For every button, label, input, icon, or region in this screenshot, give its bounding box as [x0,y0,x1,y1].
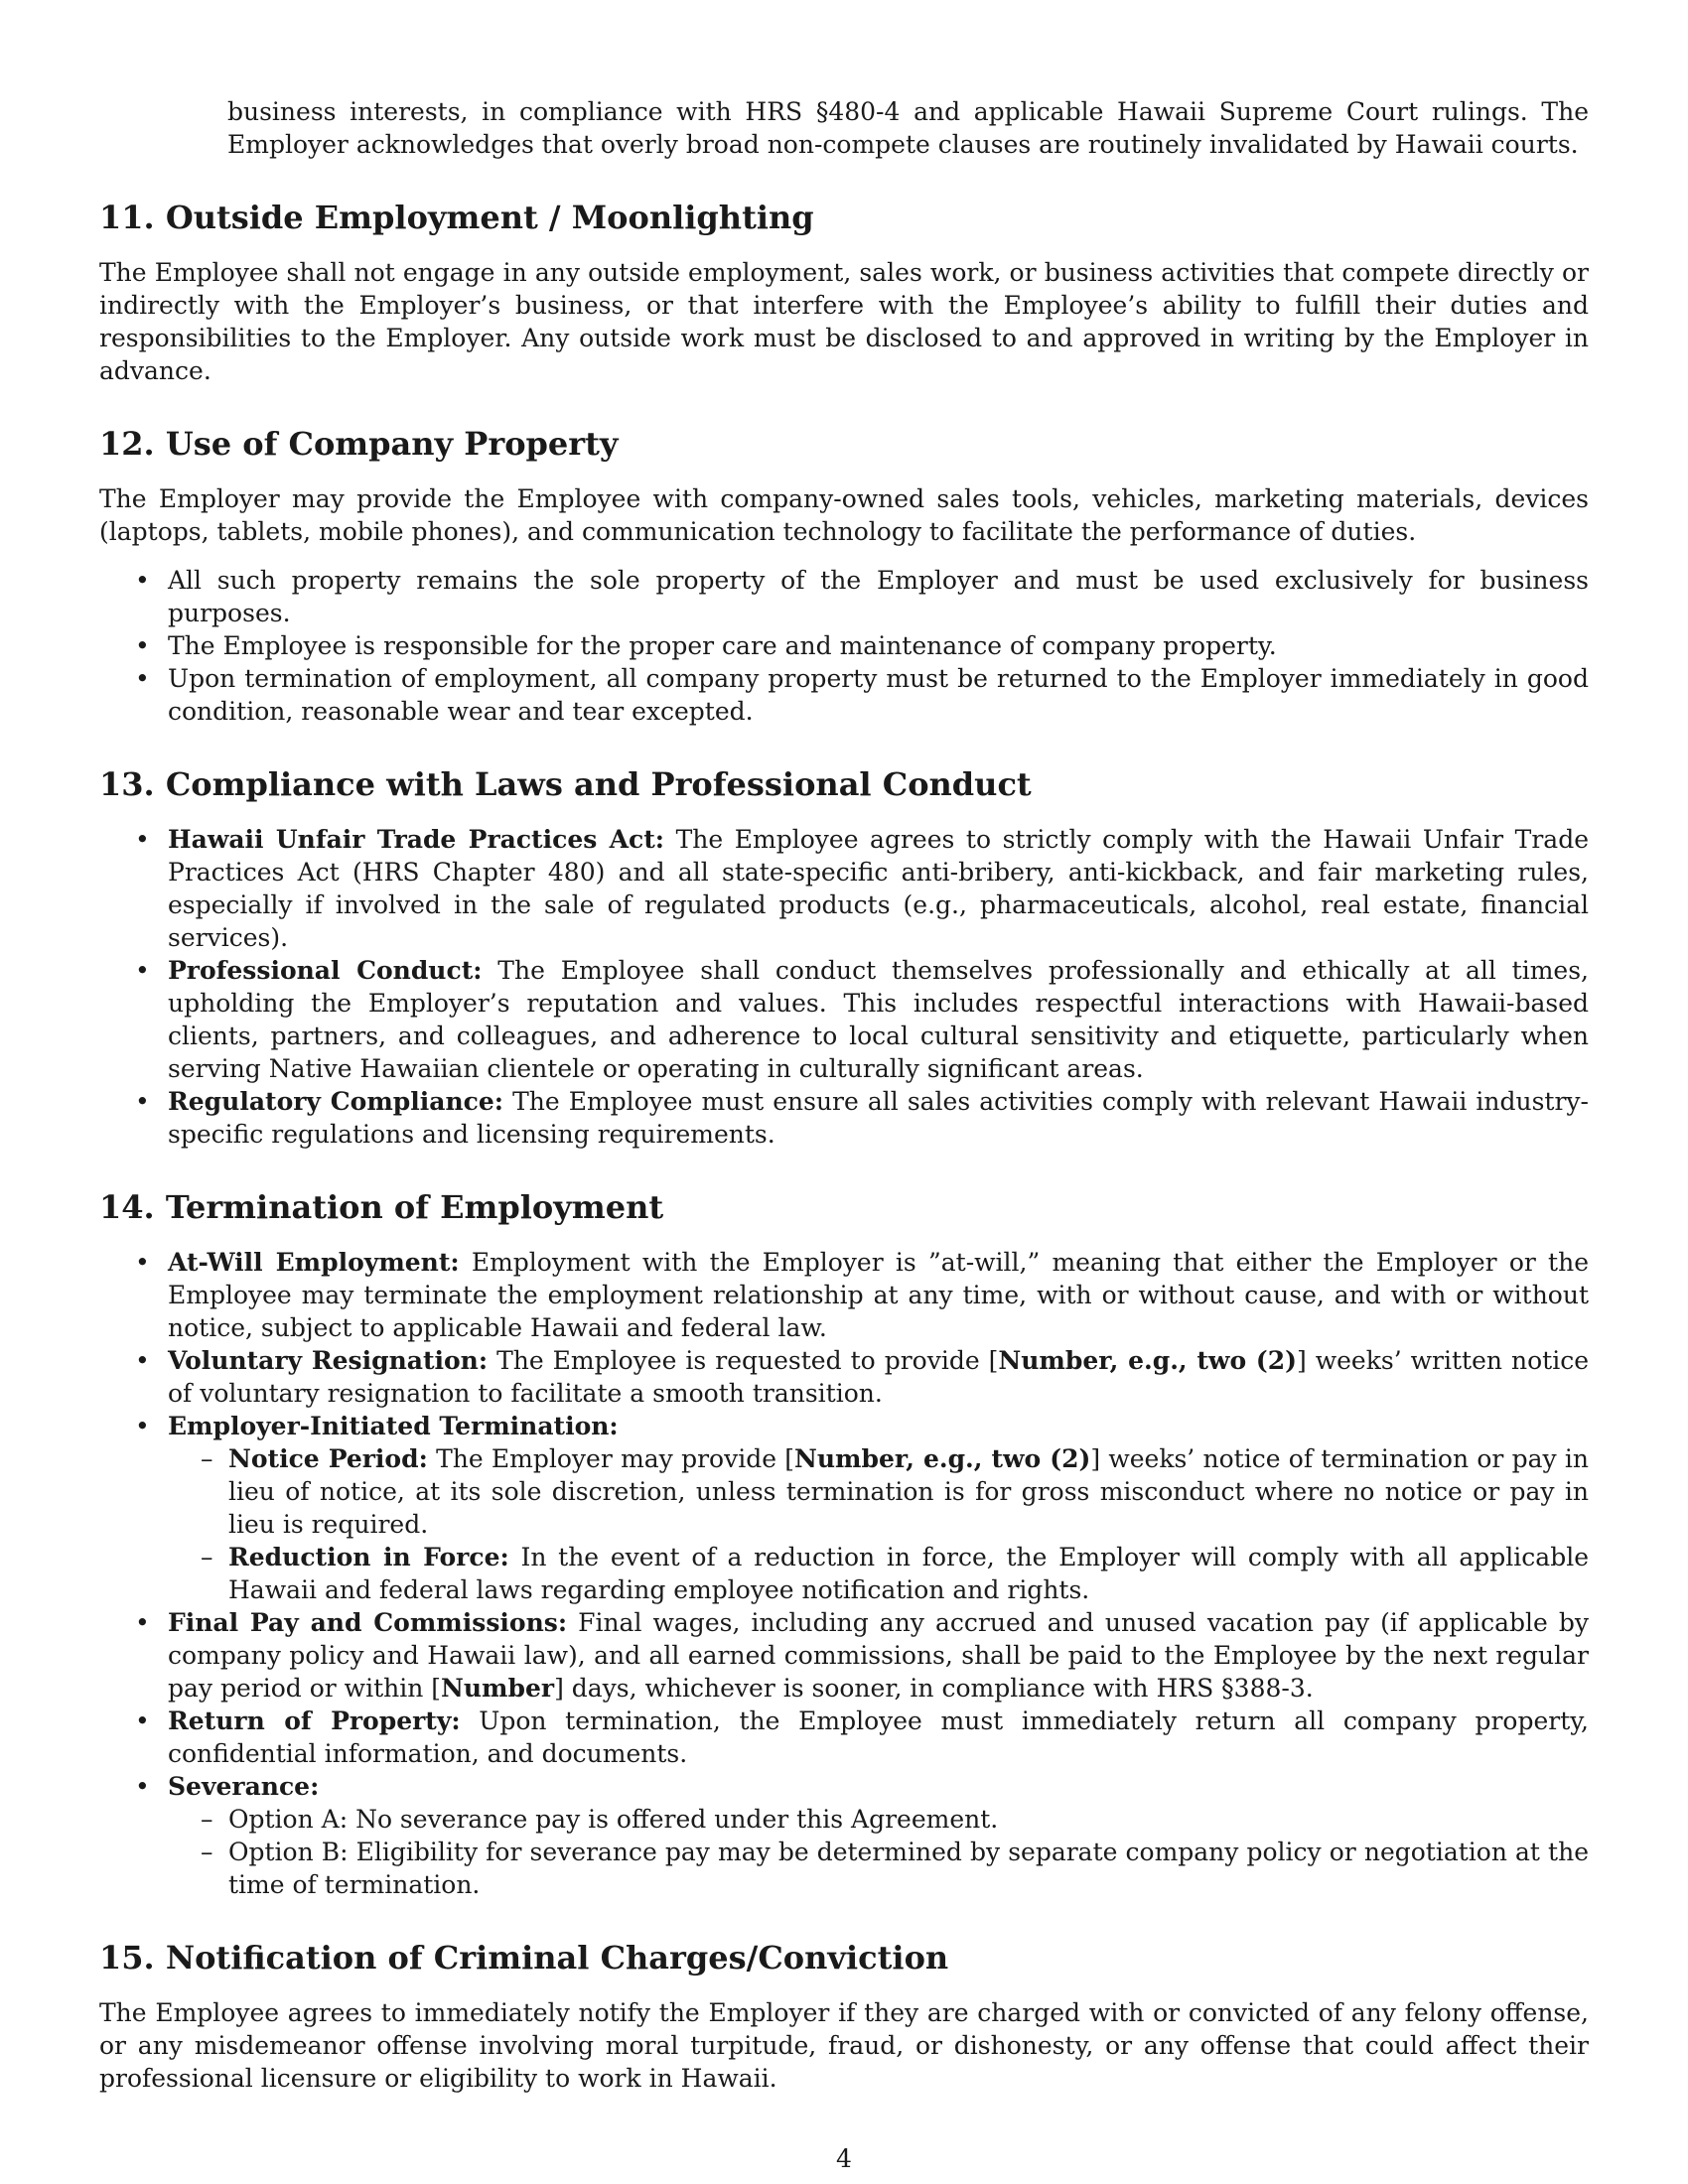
list-item [99,1705,1589,1770]
item-text: The Employee must ensure all sales activities comply with relevant Hawaii industry-specific regulations and licensing requirements. [168,1087,1589,1149]
item-text: ] weeks’ written notice of voluntary resignation to facilitate a smooth transition. [168,1346,1589,1408]
section-title: 11. Outside Employment / Moonlighting [99,199,814,236]
item-label: Employer-Initiated Termination: [168,1412,619,1440]
list-item [99,954,1589,1085]
dash-list [168,1803,1589,1901]
document-page [99,95,1589,2095]
list-item: • Upon termination of employment, all company property must be returned to the Employer immediately in good condition, reasonable wear and tear excepted. [99,662,1589,728]
item-label: Notice Period: [228,1444,428,1473]
section-body: The Employee shall not engage in any outside employment, sales work, or business activities that compete directly or indirectly with the Employer’s business, or that interfere with the Employee’s ability to fulfill their duties and responsibilities to the Employer. Any outside work must be disclosed to and approved in writing by the Employer in advance. [99,258,1589,385]
list-item: • All such property remains the sole property of the Employer and must be used exclusively for business purposes. [99,564,1589,629]
bullet-list [99,564,1589,728]
list-item: • The Employee is responsible for the proper care and maintenance of company property. [99,629,1589,662]
list-item [99,1246,1589,1344]
item-text: The Employee is requested to provide [ [488,1346,999,1375]
list-item [168,1442,1589,1541]
section-13 [99,764,1589,1151]
bullet-list [99,1246,1589,1901]
list-item [99,823,1589,954]
list-item: – Option A: No severance pay is offered under this Agreement. [168,1803,1589,1836]
placeholder-text: Number, e.g., two (2) [794,1444,1091,1473]
item-text: ] days, whichever is sooner, in compliance with HRS §388-3. [554,1674,1314,1703]
list-item [168,1541,1589,1606]
item-text: In the event of a reduction in force, the Employer will comply with all applicable Hawaii and federal laws regarding employee notification and rights. [228,1543,1589,1604]
item-label: Professional Conduct: [168,956,483,985]
list-item [99,1606,1589,1705]
section-body: The Employer may provide the Employee with company-owned sales tools, vehicles, marketing materials, devices (laptops, tablets, mobile phones), and communication technology to facilitate the performance of duties. [99,484,1589,546]
section-title: 14. Termination of Employment [99,1188,664,1226]
item-label: Hawaii Unfair Trade Practices Act: [168,825,665,854]
section-11 [99,198,1589,387]
item-label: Reduction in Force: [228,1543,509,1571]
section-title: 13. Compliance with Laws and Professional Conduct [99,765,1032,803]
item-text: The Employer may provide [ [427,1444,795,1473]
list-item [99,1770,1589,1901]
item-label: Regulatory Compliance: [168,1087,504,1116]
continued-paragraph: business interests, in compliance with HRS §480-4 and applicable Hawaii Supreme Court rulings. The Employer acknowledges that overly broad non-compete clauses are routinely invalidated by Hawaii courts. [227,97,1589,159]
section-body: The Employee agrees to immediately notify the Employer if they are charged with or convicted of any felony offense, or any misdemeanor offense involving moral turpitude, fraud, or dishonesty, or any offense that could affect their professional licensure or eligibility to work in Hawaii. [99,1998,1589,2093]
item-text: Final wages, including any accrued and unused vacation pay (if applicable by company policy and Hawaii law), and all earned commissions, shall be paid to the Employee by the next regular pay period or within [ [168,1608,1589,1703]
section-15 [99,1938,1589,2095]
item-text: Upon termination, the Employee must immediately return all company property, confidential information, and documents. [168,1706,1589,1768]
list-item [99,1085,1589,1151]
list-item [99,1344,1589,1410]
item-label: Final Pay and Commissions: [168,1608,568,1637]
list-item [99,1410,1589,1606]
placeholder-text: Number [441,1674,555,1703]
item-text: Employment with the Employer is ”at-will,” meaning that either the Employer or the Employee may terminate the employment relationship at any time, with or without cause, and with or without notice, subject to applicable Hawaii and federal law. [168,1248,1589,1342]
placeholder-text: Number, e.g., two (2) [998,1346,1297,1375]
item-text: ] weeks’ notice of termination or pay in lieu of notice, at its sole discretion, unless termination is for gross misconduct where no notice or pay in lieu is required. [228,1444,1589,1539]
section-14 [99,1187,1589,1901]
item-label: Return of Property: [168,1706,461,1735]
item-text: The Employee shall conduct themselves professionally and ethically at all times, upholding the Employer’s reputation and values. This includes respectful interactions with Hawaii-based clients, partners, and colleagues, and adherence to local cultural sensitivity and etiquette, particularly when serving Native Hawaiian clientele or operating in culturally significant areas. [168,956,1589,1083]
section-12 [99,424,1589,728]
dash-list [168,1442,1589,1606]
bullet-list [99,823,1589,1151]
item-label: At-Will Employment: [168,1248,460,1277]
item-label: Severance: [168,1772,320,1801]
item-text: The Employee agrees to strictly comply with the Hawaii Unfair Trade Practices Act (HRS Chapter 480) and all state-specific anti-bribery, anti-kickback, and fair marketing rules, especially if involved in the sale of regulated products (e.g., pharmaceuticals, alcohol, real estate, financial services). [168,825,1589,952]
section-title: 15. Notification of Criminal Charges/Conviction [99,1939,949,1977]
item-label: Voluntary Resignation: [168,1346,489,1375]
page-number: 4 [836,2144,852,2173]
section-title: 12. Use of Company Property [99,425,619,463]
list-item: – Option B: Eligibility for severance pay may be determined by separate company policy or negotiation at the time of termination. [168,1836,1589,1901]
